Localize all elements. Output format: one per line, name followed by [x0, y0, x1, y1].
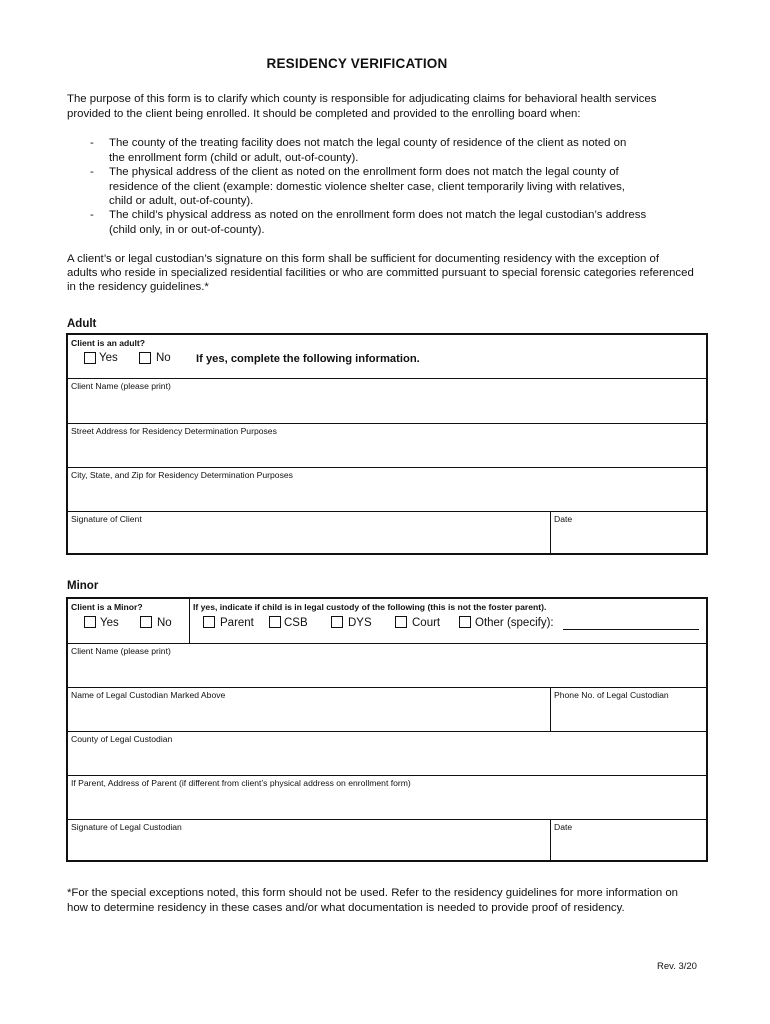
- bullet-1: [90, 136, 710, 166]
- bullet-2: [90, 165, 710, 210]
- bullet-1-line-2: the enrollment form (child or adult, out-of-county).: [109, 151, 359, 164]
- adult-client-name-label: Client Name (please print): [71, 381, 171, 391]
- custodian-county-label: County of Legal Custodian: [71, 734, 173, 744]
- bullet-dash: -: [90, 166, 94, 178]
- custodian-phone-label: Phone No. of Legal Custodian: [554, 690, 669, 700]
- csb-label: CSB: [284, 617, 308, 629]
- minor-question-cell: [68, 599, 189, 643]
- adult-yes-checkbox[interactable]: [84, 352, 96, 364]
- form-title: RESIDENCY VERIFICATION: [266, 56, 448, 71]
- dys-checkbox[interactable]: [331, 616, 343, 628]
- adult-yes-label: Yes: [99, 352, 118, 364]
- custodian-county-field[interactable]: [68, 731, 706, 776]
- adult-question-label: Client is an adult?: [71, 338, 146, 348]
- minor-box: [66, 597, 708, 862]
- minor-date-field[interactable]: [551, 819, 706, 860]
- bullet-3-line-2: (child only, in or out-of-county).: [109, 223, 265, 236]
- signature-note-line-2: adults who reside in specialized residential facilities or who are committed pursuant to special forensic categories referenced: [67, 267, 694, 279]
- minor-question-row: [68, 599, 706, 644]
- other-label: Other (specify):: [475, 617, 554, 629]
- parent-checkbox[interactable]: [203, 616, 215, 628]
- custodian-phone-field[interactable]: [551, 687, 706, 731]
- minor-no-checkbox[interactable]: [140, 616, 152, 628]
- adult-no-checkbox[interactable]: [139, 352, 151, 364]
- divider: [189, 599, 190, 643]
- parent-address-field[interactable]: [68, 775, 706, 820]
- custody-question-label: If yes, indicate if child is in legal custody of the following (this is not the foster parent).: [193, 602, 547, 612]
- adult-client-name-field[interactable]: [68, 378, 706, 424]
- signature-note-line-3: in the residency guidelines.*: [67, 281, 209, 293]
- bullet-2-line-2: residence of the client (example: domestic violence shelter case, client temporarily living with relatives,: [109, 180, 625, 193]
- minor-signature-row: [68, 819, 706, 860]
- revision-label: Rev. 3/20: [657, 961, 697, 972]
- bullet-3-line-1: The child’s physical address as noted on the enrollment form does not match the legal custodian’s address: [109, 209, 647, 221]
- adult-question-row: [68, 335, 706, 379]
- minor-no-label: No: [157, 617, 172, 629]
- adult-street-address-field[interactable]: [68, 423, 706, 468]
- custodian-signature-label: Signature of Legal Custodian: [71, 822, 182, 832]
- minor-yes-checkbox[interactable]: [84, 616, 96, 628]
- bullet-dash: -: [90, 137, 94, 149]
- bullet-dash: -: [90, 209, 94, 221]
- court-label: Court: [412, 617, 441, 629]
- adult-city-state-zip-label: City, State, and Zip for Residency Determination Purposes: [71, 470, 293, 480]
- footnote-line-1: *For the special exceptions noted, this form should not be used. Refer to the residency guidelines for more information on: [67, 887, 679, 899]
- footnote-line-2: how to determine residency in these cases and/or what documentation is needed to provide proof of residency.: [67, 902, 625, 914]
- adult-no-label: No: [156, 352, 171, 364]
- other-specify-input[interactable]: [563, 629, 699, 630]
- custodian-row: [68, 687, 706, 732]
- bullet-3: [90, 208, 710, 238]
- parent-label: Parent: [220, 617, 254, 629]
- custodian-name-field[interactable]: [68, 687, 550, 731]
- adult-instruction: If yes, complete the following information.: [196, 353, 420, 365]
- adult-heading: Adult: [67, 318, 97, 330]
- minor-heading: Minor: [67, 580, 99, 592]
- adult-date-label: Date: [554, 514, 573, 524]
- adult-city-state-zip-field[interactable]: [68, 467, 706, 512]
- adult-date-field[interactable]: [551, 511, 706, 553]
- bullet-1-line-1: The county of the treating facility does not match the legal county of residence of the client as noted on: [109, 137, 627, 149]
- parent-address-label: If Parent, Address of Parent (if different from client’s physical address on enrollment form): [71, 778, 411, 788]
- dys-label: DYS: [348, 617, 372, 629]
- intro-line-1: The purpose of this form is to clarify which county is responsible for adjudicating claims for behavioral health services: [67, 93, 657, 105]
- adult-signature-row: [68, 511, 706, 553]
- bullet-2-line-3: child or adult, out-of-county).: [109, 195, 254, 208]
- minor-client-name-field[interactable]: [68, 643, 706, 688]
- signature-note-line-1: A client’s or legal custodian’s signature on this form shall be sufficient for documenting residency with the exception of: [67, 253, 660, 265]
- custodian-signature-field[interactable]: [68, 819, 550, 860]
- custodian-name-label: Name of Legal Custodian Marked Above: [71, 690, 226, 700]
- minor-question-label: Client is a Minor?: [71, 602, 143, 612]
- adult-signature-label: Signature of Client: [71, 514, 142, 524]
- minor-yes-label: Yes: [100, 617, 119, 629]
- adult-street-address-label: Street Address for Residency Determination Purposes: [71, 426, 277, 436]
- court-checkbox[interactable]: [395, 616, 407, 628]
- csb-checkbox[interactable]: [269, 616, 281, 628]
- minor-date-label: Date: [554, 822, 573, 832]
- adult-box: [66, 333, 708, 555]
- intro-line-2: provided to the client being enrolled. It should be completed and provided to the enrolling board when:: [67, 108, 581, 120]
- other-checkbox[interactable]: [459, 616, 471, 628]
- adult-signature-field[interactable]: [68, 511, 550, 553]
- bullet-2-line-1: The physical address of the client as noted on the enrollment form does not match the legal county of: [109, 166, 619, 178]
- minor-client-name-label: Client Name (please print): [71, 646, 171, 656]
